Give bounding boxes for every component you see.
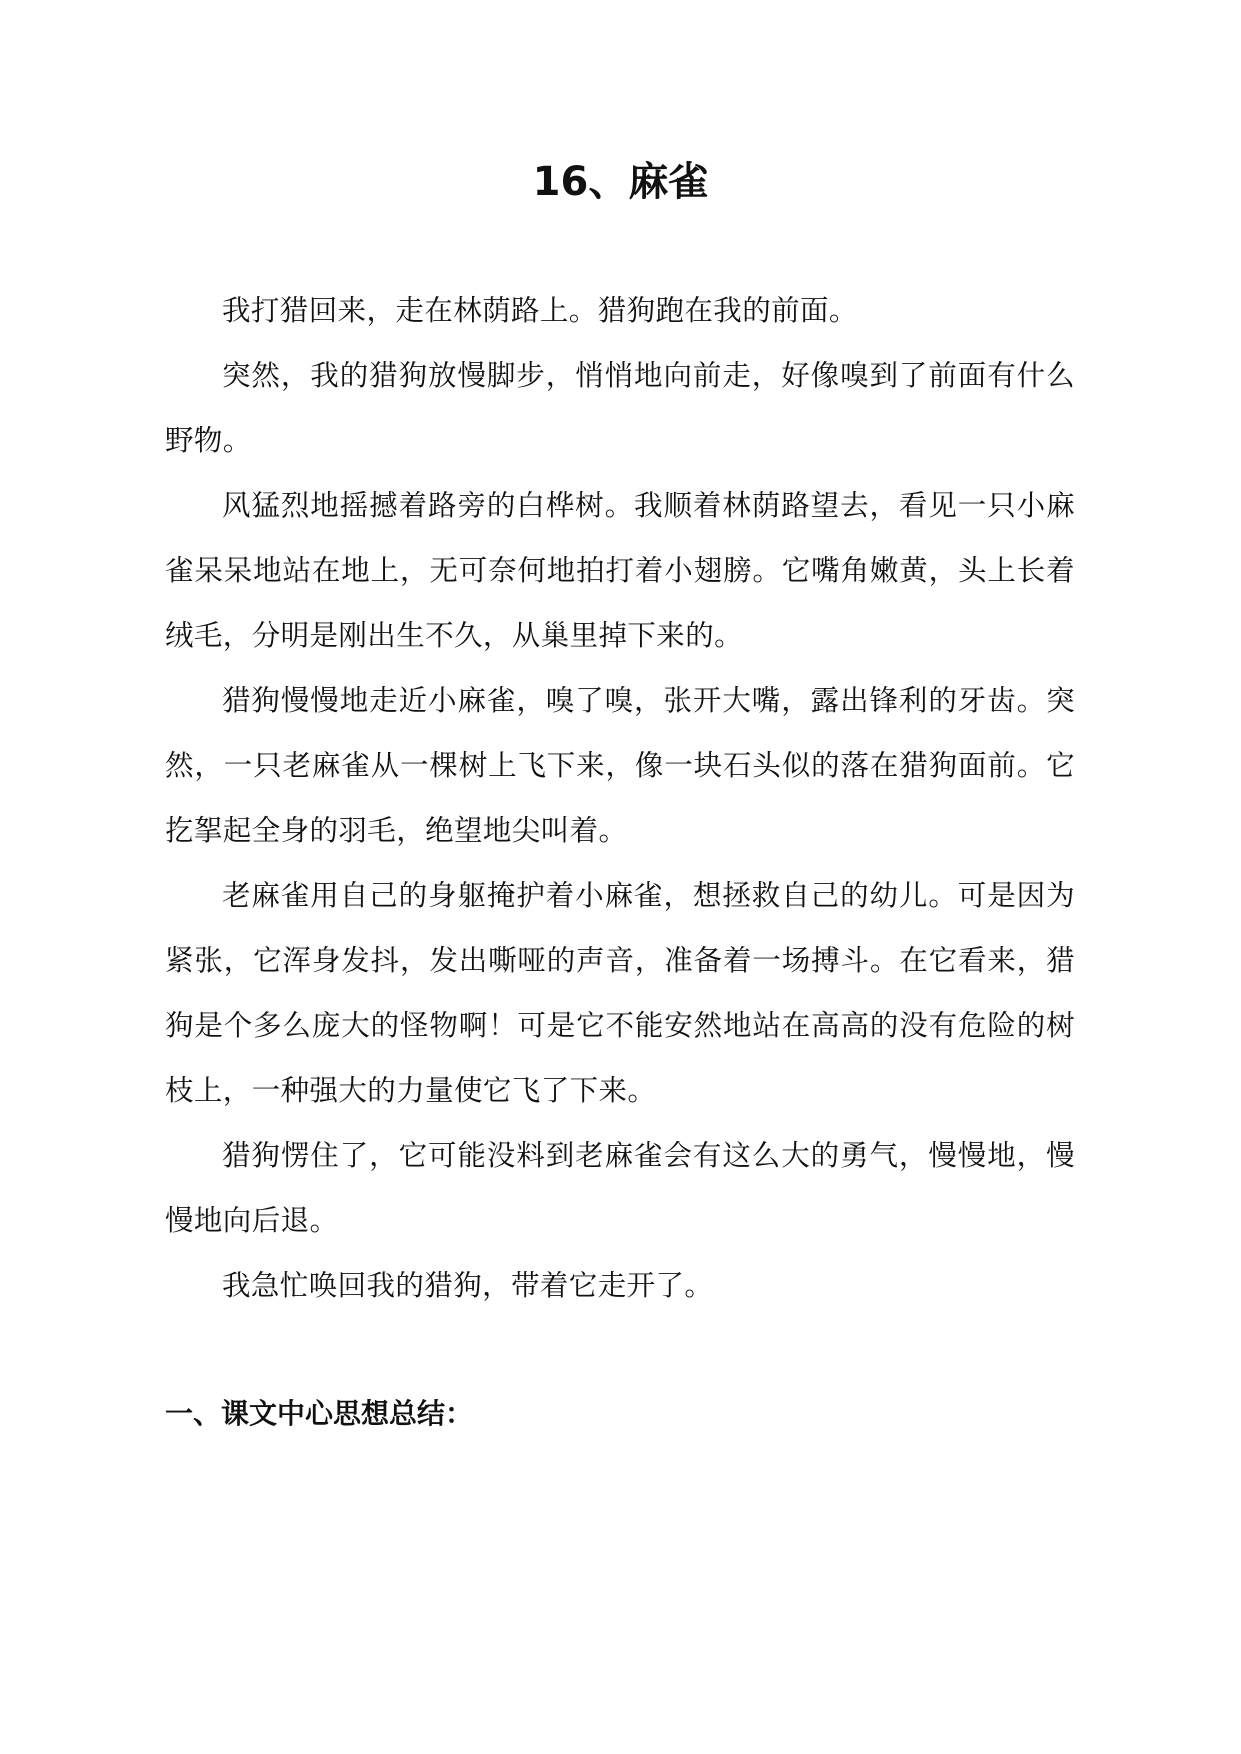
document-title: 16、麻雀 [532,159,709,205]
paragraph: 老麻雀用自己的身躯掩护着小麻雀，想拯救自己的幼儿。可是因为紧张，它浑身发抖，发出嘶哑的声音，准备着一场搏斗。在它看来，猎狗是个多么庞大的怪物啊！可是它不能安然地站在高高的没有危险的树枝上，一种强大的力量使它飞了下来。 [165,879,1075,1107]
article-body [165,278,1075,1318]
section-heading: 一、课文中心思想总结： [165,1397,474,1430]
paragraph: 风猛烈地摇撼着路旁的白桦树。我顺着林荫路望去，看见一只小麻雀呆呆地站在地上，无可奈何地拍打着小翅膀。它嘴角嫩黄，头上长着绒毛，分明是刚出生不久，从巢里掉下来的。 [165,489,1075,652]
paragraph: 我打猎回来，走在林荫路上。猎狗跑在我的前面。 [222,294,858,327]
paragraph: 我急忙唤回我的猎狗，带着它走开了。 [222,1269,714,1302]
paragraph: 猎狗愣住了，它可能没料到老麻雀会有这么大的勇气，慢慢地，慢慢地向后退。 [165,1139,1075,1237]
paragraph: 猎狗慢慢地走近小麻雀，嗅了嗅，张开大嘴，露出锋利的牙齿。突然，一只老麻雀从一棵树上飞下来，像一块石头似的落在猎狗面前。它扢挐起全身的羽毛，绝望地尖叫着。 [165,684,1075,847]
paragraph: 突然，我的猎狗放慢脚步，悄悄地向前走，好像嗅到了前面有什么野物。 [165,359,1075,457]
